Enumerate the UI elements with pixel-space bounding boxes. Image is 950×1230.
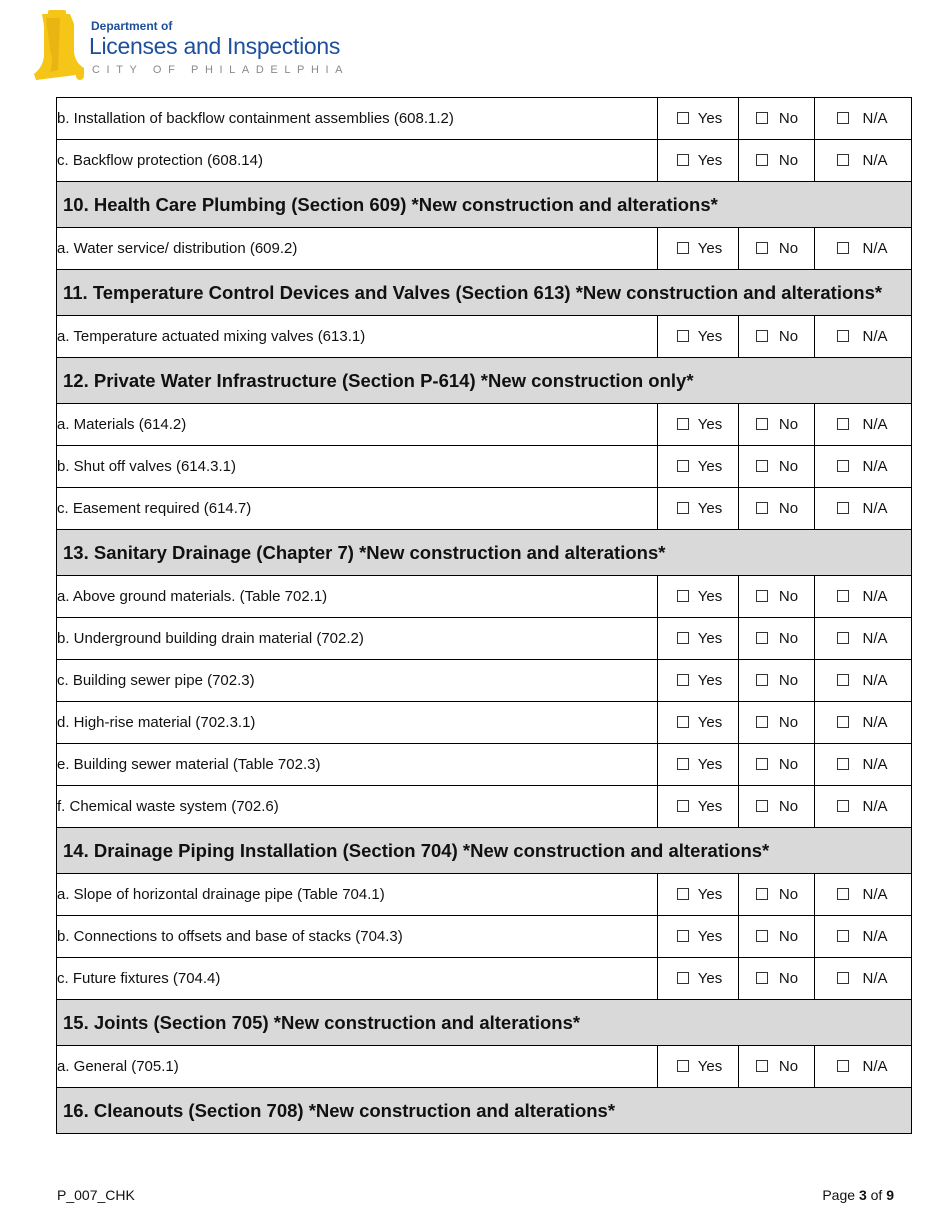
yes-label: Yes — [697, 152, 723, 169]
yes-option — [658, 404, 739, 446]
yes-label: Yes — [697, 886, 723, 903]
no-checkbox[interactable] — [756, 330, 768, 342]
section-header-row — [57, 182, 912, 228]
yes-option — [658, 702, 739, 744]
na-checkbox[interactable] — [837, 632, 849, 644]
no-label: No — [778, 928, 799, 945]
yes-label: Yes — [697, 110, 723, 127]
no-label: No — [778, 798, 799, 815]
na-label: N/A — [862, 756, 888, 773]
yes-option — [658, 660, 739, 702]
no-checkbox[interactable] — [756, 716, 768, 728]
yes-checkbox[interactable] — [677, 590, 689, 602]
checklist-item-row — [57, 618, 912, 660]
no-checkbox[interactable] — [756, 418, 768, 430]
no-label: No — [778, 1058, 799, 1075]
no-label: No — [778, 588, 799, 605]
checklist-item-row — [57, 576, 912, 618]
yes-checkbox[interactable] — [677, 632, 689, 644]
yes-checkbox[interactable] — [677, 716, 689, 728]
yes-label: Yes — [697, 588, 723, 605]
na-checkbox[interactable] — [837, 154, 849, 166]
no-checkbox[interactable] — [756, 888, 768, 900]
na-option — [815, 228, 912, 270]
na-label: N/A — [862, 458, 888, 475]
na-checkbox[interactable] — [837, 418, 849, 430]
no-label: No — [778, 328, 799, 345]
na-checkbox[interactable] — [837, 590, 849, 602]
no-label: No — [778, 714, 799, 731]
no-option — [739, 446, 815, 488]
section-title: 11. Temperature Control Devices and Valves (Section 613) *New construction and alterations* — [57, 270, 911, 315]
section-title: 15. Joints (Section 705) *New construction and alterations* — [57, 1000, 911, 1045]
checklist-item-row — [57, 874, 912, 916]
na-option — [815, 660, 912, 702]
yes-option — [658, 316, 739, 358]
checklist-item-row — [57, 98, 912, 140]
no-label: No — [778, 672, 799, 689]
yes-label: Yes — [697, 630, 723, 647]
section-header-row — [57, 1000, 912, 1046]
na-label: N/A — [862, 630, 888, 647]
na-label: N/A — [862, 886, 888, 903]
na-checkbox[interactable] — [837, 330, 849, 342]
page-current: 3 — [858, 1187, 867, 1203]
page-of: of — [870, 1187, 883, 1203]
checklist-item-row — [57, 140, 912, 182]
na-option — [815, 618, 912, 660]
item-label: c. Easement required (614.7) — [57, 488, 658, 530]
section-title: 14. Drainage Piping Installation (Section 704) *New construction and alterations* — [57, 828, 911, 873]
item-label: a. Temperature actuated mixing valves (613.1) — [57, 316, 658, 358]
no-option — [739, 316, 815, 358]
no-label: No — [778, 458, 799, 475]
yes-checkbox[interactable] — [677, 930, 689, 942]
no-option — [739, 140, 815, 182]
yes-option — [658, 228, 739, 270]
logo-title: Licenses and Inspections — [89, 33, 341, 59]
checklist-item-row — [57, 316, 912, 358]
no-option — [739, 702, 815, 744]
item-label: a. Above ground materials. (Table 702.1) — [57, 576, 658, 618]
na-label: N/A — [862, 500, 888, 517]
inspection-checklist-table — [56, 97, 912, 1134]
item-label: a. General (705.1) — [57, 1046, 658, 1088]
section-header-row — [57, 270, 912, 316]
na-label: N/A — [862, 152, 888, 169]
yes-option — [658, 576, 739, 618]
yes-option — [658, 1046, 739, 1088]
yes-checkbox[interactable] — [677, 460, 689, 472]
na-option — [815, 916, 912, 958]
no-option — [739, 786, 815, 828]
na-checkbox[interactable] — [837, 972, 849, 984]
checklist-item-row — [57, 488, 912, 530]
section-header-row — [57, 1088, 912, 1134]
no-label: No — [778, 416, 799, 433]
no-option — [739, 1046, 815, 1088]
item-label: b. Shut off valves (614.3.1) — [57, 446, 658, 488]
yes-checkbox[interactable] — [677, 418, 689, 430]
no-label: No — [778, 110, 799, 127]
yes-option — [658, 958, 739, 1000]
yes-label: Yes — [697, 458, 723, 475]
item-label: a. Materials (614.2) — [57, 404, 658, 446]
yes-checkbox[interactable] — [677, 888, 689, 900]
yes-label: Yes — [697, 672, 723, 689]
yes-checkbox[interactable] — [677, 330, 689, 342]
checklist-item-row — [57, 958, 912, 1000]
yes-label: Yes — [697, 798, 723, 815]
checklist-item-row — [57, 916, 912, 958]
na-option — [815, 446, 912, 488]
yes-option — [658, 786, 739, 828]
yes-option — [658, 140, 739, 182]
no-label: No — [778, 886, 799, 903]
no-checkbox[interactable] — [756, 154, 768, 166]
no-checkbox[interactable] — [756, 972, 768, 984]
na-option — [815, 744, 912, 786]
section-header-row — [57, 530, 912, 576]
item-label: a. Slope of horizontal drainage pipe (Table 704.1) — [57, 874, 658, 916]
no-checkbox[interactable] — [756, 590, 768, 602]
yes-option — [658, 618, 739, 660]
no-checkbox[interactable] — [756, 632, 768, 644]
na-checkbox[interactable] — [837, 112, 849, 124]
no-option — [739, 98, 815, 140]
item-label: e. Building sewer material (Table 702.3) — [57, 744, 658, 786]
checklist-item-row — [57, 446, 912, 488]
yes-label: Yes — [697, 240, 723, 257]
no-label: No — [778, 970, 799, 987]
no-checkbox[interactable] — [756, 930, 768, 942]
page-word: Page — [822, 1187, 856, 1203]
liberty-bell-icon — [30, 10, 90, 80]
yes-option — [658, 488, 739, 530]
no-option — [739, 874, 815, 916]
na-label: N/A — [862, 240, 888, 257]
na-label: N/A — [862, 1058, 888, 1075]
yes-label: Yes — [697, 928, 723, 945]
no-checkbox[interactable] — [756, 242, 768, 254]
yes-checkbox[interactable] — [677, 112, 689, 124]
no-option — [739, 618, 815, 660]
na-checkbox[interactable] — [837, 1060, 849, 1072]
na-label: N/A — [862, 970, 888, 987]
no-checkbox[interactable] — [756, 758, 768, 770]
checklist-item-row — [57, 786, 912, 828]
item-label: b. Connections to offsets and base of stacks (704.3) — [57, 916, 658, 958]
no-label: No — [778, 500, 799, 517]
yes-label: Yes — [697, 500, 723, 517]
item-label: a. Water service/ distribution (609.2) — [57, 228, 658, 270]
checklist-item-row — [57, 228, 912, 270]
section-header-row — [57, 358, 912, 404]
checklist-item-row — [57, 702, 912, 744]
section-title: 13. Sanitary Drainage (Chapter 7) *New construction and alterations* — [57, 530, 911, 575]
page-number — [822, 1187, 894, 1203]
checklist-item-row — [57, 404, 912, 446]
item-label: f. Chemical waste system (702.6) — [57, 786, 658, 828]
no-option — [739, 958, 815, 1000]
no-checkbox[interactable] — [756, 674, 768, 686]
section-header-row — [57, 828, 912, 874]
yes-option — [658, 744, 739, 786]
na-checkbox[interactable] — [837, 758, 849, 770]
checklist-item-row — [57, 744, 912, 786]
no-option — [739, 660, 815, 702]
no-checkbox[interactable] — [756, 800, 768, 812]
na-label: N/A — [862, 714, 888, 731]
logo-city-line: CITY OF PHILADELPHIA — [92, 64, 350, 76]
no-option — [739, 576, 815, 618]
na-option — [815, 786, 912, 828]
yes-checkbox[interactable] — [677, 242, 689, 254]
no-checkbox[interactable] — [756, 502, 768, 514]
yes-checkbox[interactable] — [677, 972, 689, 984]
no-label: No — [778, 240, 799, 257]
yes-option — [658, 446, 739, 488]
na-option — [815, 1046, 912, 1088]
na-option — [815, 488, 912, 530]
na-option — [815, 404, 912, 446]
na-checkbox[interactable] — [837, 460, 849, 472]
yes-label: Yes — [697, 1058, 723, 1075]
na-checkbox[interactable] — [837, 930, 849, 942]
item-label: c. Building sewer pipe (702.3) — [57, 660, 658, 702]
no-label: No — [778, 756, 799, 773]
no-option — [739, 916, 815, 958]
yes-checkbox[interactable] — [677, 800, 689, 812]
section-title: 10. Health Care Plumbing (Section 609) *New construction and alterations* — [57, 182, 911, 227]
no-label: No — [778, 152, 799, 169]
na-option — [815, 958, 912, 1000]
yes-option — [658, 874, 739, 916]
no-label: No — [778, 630, 799, 647]
item-label: b. Installation of backflow containment assemblies (608.1.2) — [57, 98, 658, 140]
yes-label: Yes — [697, 756, 723, 773]
na-option — [815, 576, 912, 618]
yes-option — [658, 916, 739, 958]
item-label: b. Underground building drain material (702.2) — [57, 618, 658, 660]
yes-label: Yes — [697, 416, 723, 433]
no-option — [739, 228, 815, 270]
na-label: N/A — [862, 798, 888, 815]
na-option — [815, 316, 912, 358]
na-checkbox[interactable] — [837, 800, 849, 812]
yes-label: Yes — [697, 714, 723, 731]
item-label: d. High-rise material (702.3.1) — [57, 702, 658, 744]
no-checkbox[interactable] — [756, 1060, 768, 1072]
yes-checkbox[interactable] — [677, 758, 689, 770]
checklist-item-row — [57, 1046, 912, 1088]
no-checkbox[interactable] — [756, 112, 768, 124]
section-title: 12. Private Water Infrastructure (Section P-614) *New construction only* — [57, 358, 911, 403]
na-label: N/A — [862, 110, 888, 127]
na-label: N/A — [862, 588, 888, 605]
na-checkbox[interactable] — [837, 888, 849, 900]
yes-checkbox[interactable] — [677, 1060, 689, 1072]
na-label: N/A — [862, 328, 888, 345]
logo-department-line: Department of — [91, 19, 173, 33]
item-label: c. Backflow protection (608.14) — [57, 140, 658, 182]
yes-option — [658, 98, 739, 140]
na-checkbox[interactable] — [837, 242, 849, 254]
na-checkbox[interactable] — [837, 674, 849, 686]
section-title: 16. Cleanouts (Section 708) *New construction and alterations* — [57, 1088, 911, 1133]
na-label: N/A — [862, 416, 888, 433]
na-option — [815, 98, 912, 140]
na-label: N/A — [862, 672, 888, 689]
no-checkbox[interactable] — [756, 460, 768, 472]
na-option — [815, 874, 912, 916]
no-option — [739, 744, 815, 786]
department-logo — [30, 10, 370, 80]
page-total: 9 — [886, 1187, 894, 1203]
yes-label: Yes — [697, 970, 723, 987]
na-checkbox[interactable] — [837, 502, 849, 514]
item-label: c. Future fixtures (704.4) — [57, 958, 658, 1000]
form-code: P_007_CHK — [57, 1187, 135, 1203]
yes-checkbox[interactable] — [677, 154, 689, 166]
na-checkbox[interactable] — [837, 716, 849, 728]
na-label: N/A — [862, 928, 888, 945]
no-option — [739, 488, 815, 530]
yes-checkbox[interactable] — [677, 674, 689, 686]
na-option — [815, 702, 912, 744]
na-option — [815, 140, 912, 182]
no-option — [739, 404, 815, 446]
checklist-item-row — [57, 660, 912, 702]
yes-label: Yes — [697, 328, 723, 345]
yes-checkbox[interactable] — [677, 502, 689, 514]
